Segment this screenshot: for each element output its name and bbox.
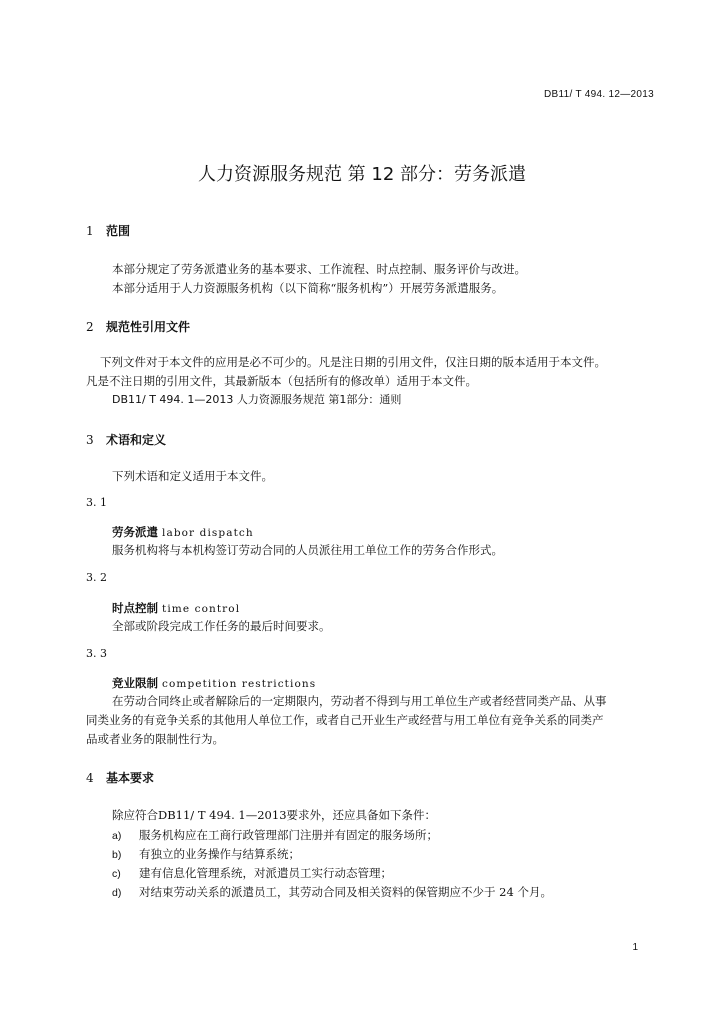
list-text: 服务机构应在工商行政管理部门注册并有固定的服务场所；: [139, 828, 438, 842]
term-entry: [112, 675, 316, 691]
list-label: c): [112, 868, 121, 880]
section-number: 4: [86, 771, 94, 785]
section-3-intro: 下列术语和定义适用于本文件。: [112, 469, 273, 483]
term-english: competition restrictions: [162, 678, 317, 690]
list-text: 有独立的业务操作与结算系统；: [139, 847, 300, 861]
term-chinese: 劳务派遣: [112, 525, 158, 539]
section-2-heading: [86, 318, 190, 335]
term-english: time control: [162, 603, 241, 615]
list-item: [112, 865, 392, 881]
standard-code: DB11/ T 494. 12—2013: [544, 89, 654, 100]
term-entry: [112, 600, 240, 616]
document-title: 人力资源服务规范 第 12 部分：劳务派遣: [197, 164, 527, 185]
term-english: labor dispatch: [162, 527, 254, 539]
term-number: 3. 3: [86, 647, 107, 660]
term-number: 3. 1: [86, 496, 107, 509]
term-chinese: 竞业限制: [112, 676, 158, 690]
normative-reference: DB11/ T 494. 1—2013 人力资源服务规范 第1部分：通则: [112, 393, 402, 406]
section-title: 术语和定义: [106, 433, 167, 447]
section-title: 基本要求: [106, 771, 155, 785]
section-title: 规范性引用文件: [106, 320, 191, 334]
section-4-heading: [86, 769, 154, 786]
term-definition: 全部或阶段完成工作任务的最后时间要求。: [112, 619, 331, 633]
term-definition: 服务机构将与本机构签订劳动合同的人员派往用工单位工作的劳务合作形式。: [112, 543, 503, 557]
term-chinese: 时点控制: [112, 601, 158, 615]
section-1-heading: [86, 222, 130, 239]
list-item: [112, 884, 552, 900]
list-text: 建有信息化管理系统，对派遣员工实行动态管理；: [139, 866, 392, 880]
list-item: [112, 827, 438, 843]
list-text: 对结束劳动关系的派遣员工，其劳动合同及相关资料的保管期应不少于 24 个月。: [139, 885, 552, 899]
section-number: 3: [86, 433, 94, 447]
list-label: b): [112, 849, 122, 861]
section-1-paragraph: 本部分适用于人力资源服务机构（以下简称“服务机构”）开展劳务派遣服务。: [112, 281, 504, 295]
term-entry: [112, 524, 254, 540]
list-label: d): [112, 887, 122, 899]
page-number: 1: [632, 942, 638, 953]
term-definition: 同类业务的有竞争关系的其他用人单位工作，或者自己开业生产或经营与用工单位有竞争关系的同类产: [86, 713, 604, 727]
list-item: [112, 846, 300, 862]
section-2-paragraph: 下列文件对于本文件的应用是必不可少的。凡是注日期的引用文件，仅注日期的版本适用于本文件。: [100, 355, 606, 369]
section-title: 范围: [106, 224, 131, 238]
term-definition: 在劳动合同终止或者解除后的一定期限内，劳动者不得到与用工单位生产或者经营同类产品、从事: [112, 694, 607, 708]
section-3-heading: [86, 431, 166, 448]
term-number: 3. 2: [86, 571, 107, 584]
list-label: a): [112, 830, 122, 842]
term-definition: 品或者业务的限制性行为。: [86, 732, 224, 746]
section-number: 2: [86, 320, 94, 334]
section-4-intro: 除应符合DB11/ T 494. 1—2013要求外，还应具备如下条件：: [112, 808, 437, 822]
section-2-paragraph: 凡是不注日期的引用文件，其最新版本（包括所有的修改单）适用于本文件。: [86, 374, 477, 388]
section-1-paragraph: 本部分规定了劳务派遣业务的基本要求、工作流程、时点控制、服务评价与改进。: [112, 262, 526, 276]
section-number: 1: [86, 224, 94, 238]
